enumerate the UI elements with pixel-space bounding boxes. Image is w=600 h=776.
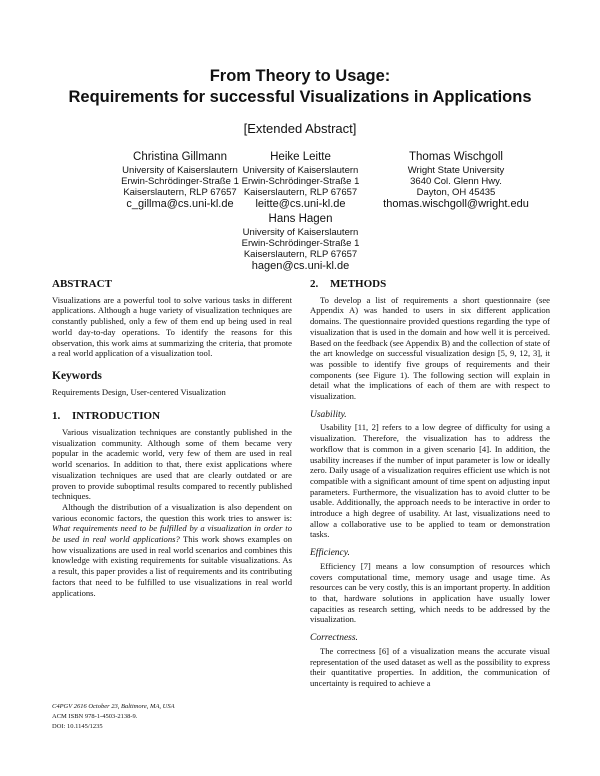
author-affiliation: University of Kaiserslautern: [242, 165, 359, 176]
author-name: Christina Gillmann: [133, 151, 227, 163]
efficiency-text: Efficiency [7] means a low consumption of resources which covers computational time, memory usage and usage time. As resources can be very costly, this is an important property. In addition to that, hardware solutions in application have usually lower capacities as research setting, which needs to be addressed by the visualization.: [310, 560, 550, 625]
left-column: [52, 279, 292, 598]
author-block-2: [218, 150, 383, 211]
author-city: Kaiserslautern, RLP 67657: [123, 187, 237, 198]
research-question: What requirements need to be fulfilled by a visualization in order to be used in real world applications?: [52, 523, 292, 545]
title-line-2: Requirements for successful Visualizations in Applications: [68, 88, 532, 106]
author-city: Kaiserslautern, RLP 67657: [243, 187, 358, 198]
author-affiliation: University of Kaiserslautern: [242, 227, 359, 238]
author-email[interactable]: hagen@cs.uni-kl.de: [251, 260, 350, 272]
correctness-text: The correctness [6] of a visualization means the accurate visual representation of the used dataset as well as the possibility to express their quantitative properties. In addition, the communication of uncertainty is required to achieve a: [310, 645, 550, 688]
title-line-1: From Theory to Usage:: [209, 67, 391, 85]
footnote-doi: DOI: 10.1145/1235: [52, 723, 103, 730]
footnote-isbn: ACM ISBN 978-1-4503-2138-9.: [52, 713, 138, 720]
author-block-4: [218, 212, 383, 273]
usability-text: Usability [11, 2] refers to a low degree of difficulty for using a visualization. Therefore, the visualization has to address the workflow that is common in a given scenario [4]. In addition, the usability increases if the number of input parameter is low or ideally zero. Daily usage of a visualization requires efficient use which is not compatible with a significant amount of time spent on adjusting input parameters. Furthermore, the visualization has to avoid clutter to be usable. Additionally, the approach needs to be interactive in order to introduce a high degree of usability. At last, visualizations need to allow a collaborative use to be applied to team or demonstration tasks.: [310, 422, 550, 540]
right-column: [310, 279, 550, 689]
intro-paragraph-2: [52, 502, 292, 598]
methods-heading: [310, 279, 550, 290]
intro-paragraph-1: Various visualization techniques are constantly published in the visualization community. Although some of them became very popular in the academic world, very few of them are used in real world scenarios. In addition to that, there exist applications where visualization techniques are used that are clearly outdated or are proven to provide suboptimal results compared to recently published techniques.: [52, 427, 292, 502]
correctness-heading: Correctness.: [310, 633, 358, 644]
author-city: Dayton, OH 45435: [416, 187, 496, 198]
author-email[interactable]: thomas.wischgoll@wright.edu: [383, 198, 529, 210]
footnote-venue: C4PGV 2616 October 23, Baltimore, MA, USA: [52, 703, 175, 710]
author-name: Heike Leitte: [270, 151, 331, 163]
author-address: Erwin-Schrödinger-Straße 1: [241, 176, 360, 187]
author-name: Hans Hagen: [268, 213, 333, 225]
paper-title: [0, 66, 600, 108]
methods-paragraph: To develop a list of requirements a short questionnaire (see Appendix A) was handed to users in six different application domains. The questionnaire provided questions regarding the type of visualization that is used in the domain and how well it is perceived. Based on the feedback (see Appendix B) and the collection of state of the art knowledge on successful visualization design [5, 9, 12, 3], it was possible to identify five groups of requirements and their components (see Figure 1). The following section will explain in detail what the implications of each of them are with respect to visualization.: [310, 294, 550, 402]
intro-title: INTRODUCTION: [72, 410, 161, 423]
author-email[interactable]: c_gillma@cs.uni-kl.de: [126, 198, 234, 210]
footnote: [52, 702, 292, 732]
intro-heading: [52, 411, 292, 422]
intro-p2-start: Although the distribution of a visualization is also dependent on various economic factors, the question this work tries to answer is:: [52, 501, 292, 523]
usability-heading: Usability.: [310, 409, 347, 420]
author-address: Erwin-Schrödinger-Straße 1: [241, 238, 360, 249]
abstract-text: Visualizations are a powerful tool to solve various tasks in different applications. Although a huge variety of visualization techniques are constantly published, only a few of them end up being used in real world day-to-day operations. To identify the reasons for this observation, this work aims at summarizing the criteria, that promote a real world application of a visualization tool.: [52, 294, 292, 359]
intro-p2-end: This work shows examples on how visualizations are used in real world scenarios and combines this knowledge with existing requirements for suitable visualizations. As a result, this paper provides a list of requirements and its contributing factors that need to be fulfilled to use visualizations in real world applications.: [52, 534, 292, 598]
author-city: Kaiserslautern, RLP 67657: [243, 249, 358, 260]
author-name: Thomas Wischgoll: [409, 151, 503, 163]
paper-subtitle: [Extended Abstract]: [243, 121, 357, 136]
author-block-3: [364, 150, 548, 211]
keywords-heading: Keywords: [52, 369, 102, 382]
intro-number: 1.: [52, 410, 61, 423]
author-address: Erwin-Schrödinger-Straße 1: [121, 176, 239, 187]
abstract-heading: ABSTRACT: [52, 278, 112, 290]
keywords-text: Requirements Design, User-centered Visualization: [52, 386, 226, 397]
methods-number: 2.: [310, 278, 319, 290]
author-email[interactable]: leitte@cs.uni-kl.de: [255, 198, 346, 210]
author-affiliation: Wright State University: [407, 165, 505, 176]
author-affiliation: University of Kaiserslautern: [122, 165, 238, 176]
author-address: 3640 Col. Glenn Hwy.: [410, 176, 502, 187]
methods-title: METHODS: [330, 278, 387, 290]
efficiency-heading: Efficiency.: [310, 548, 350, 559]
